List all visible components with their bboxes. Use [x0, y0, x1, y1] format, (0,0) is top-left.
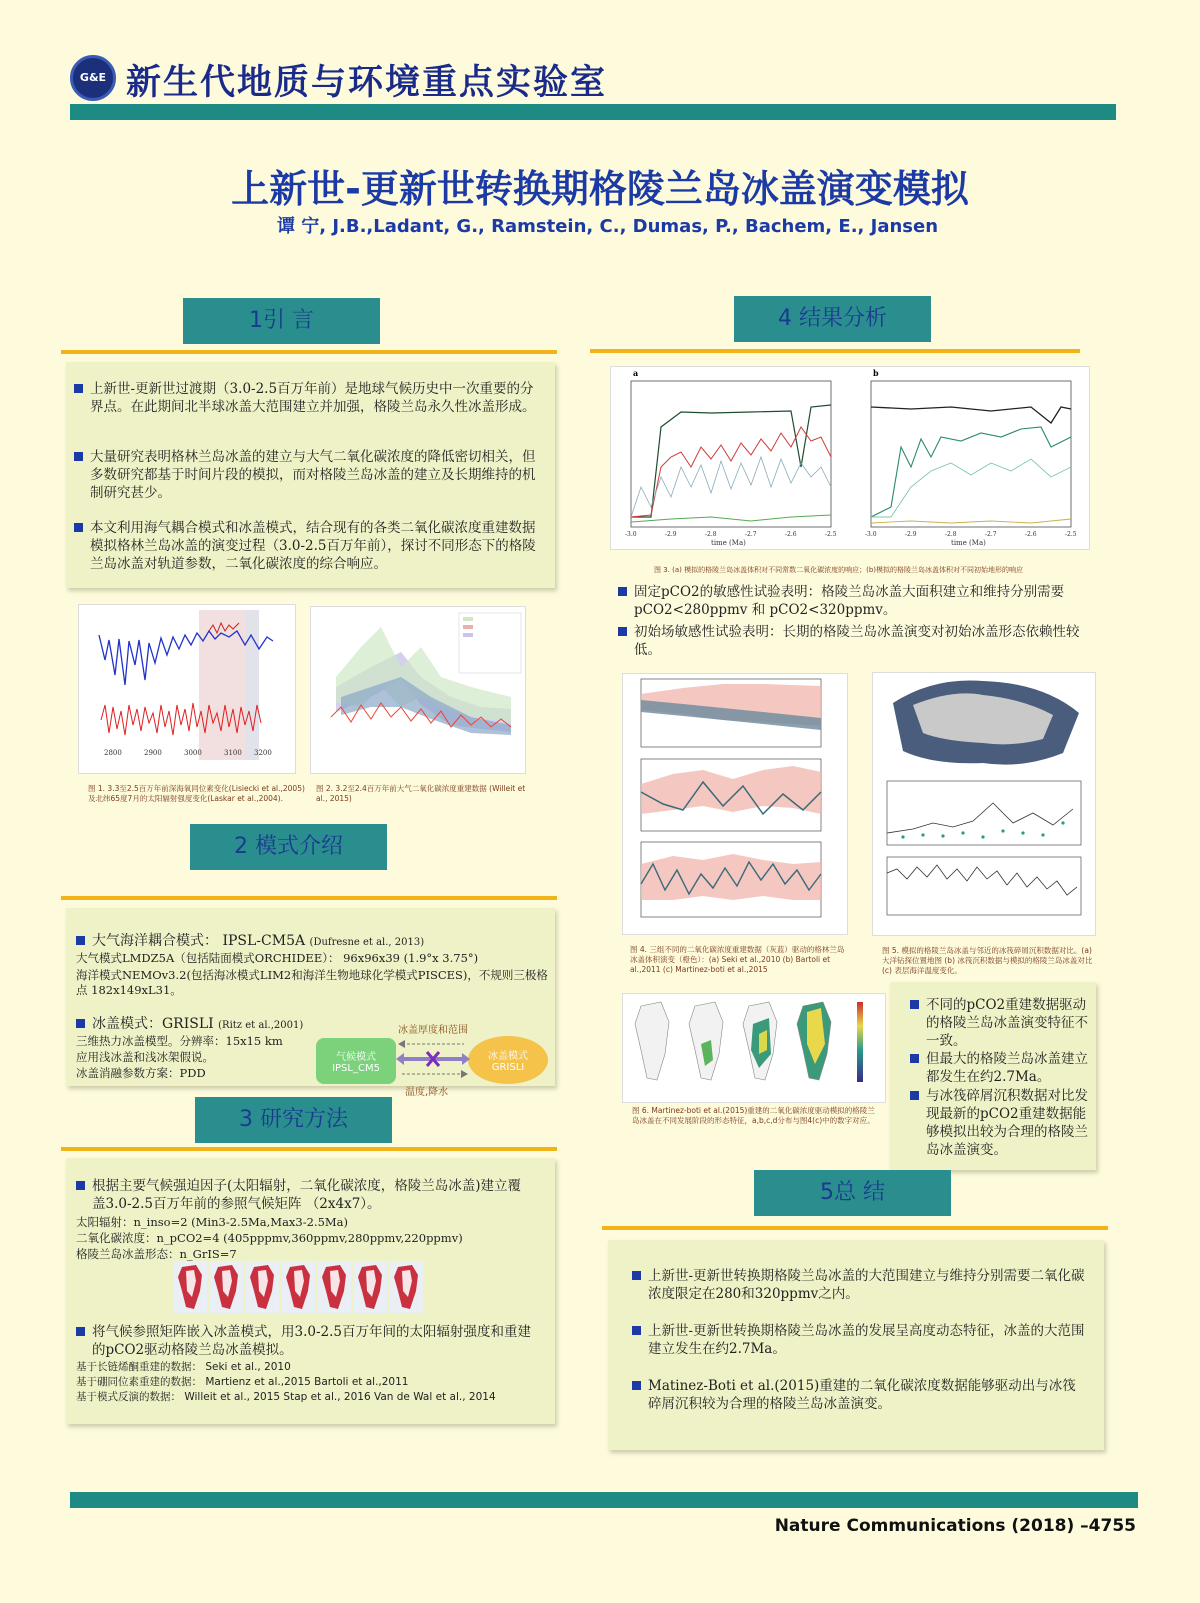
ice-title: 冰盖模式：GRISLI (Ritz et al.,2001): [92, 1015, 322, 1035]
intro-bullet-1: 上新世-更新世过渡期（3.0-2.5百万年前）是地球气候历史中一次重要的分界点。在此期间北半球冰盖大范围建立并加强，格陵兰岛永久性冰盖形成。: [90, 380, 540, 416]
ice-line-3: 冰盖消融参数方案：PDD: [76, 1066, 206, 1080]
method-bullet-1: 根据主要气候强迫因子(太阳辐射，二氧化碳浓度，格陵兰岛冰盖)建立覆盖3.0-2.5百万年前的参照气候矩阵 （2x4x7）。: [92, 1177, 532, 1213]
coupling-arrows: [396, 1036, 470, 1082]
intro-bullet-2: 大量研究表明格林兰岛冰盖的建立与大气二氧化碳浓度的降低密切相关，但多数研究都基于时间片段的模拟，而对格陵兰岛冰盖的建立及长期维持的机制研究甚少。: [90, 448, 540, 502]
method-ref-2: 基于硼同位素重建的数据： Martienz et al.,2015 Bartoli et al.,2011: [76, 1376, 409, 1388]
divider: [602, 1226, 1108, 1230]
divider: [590, 349, 1080, 353]
fig3-panel-a: a: [633, 368, 639, 378]
diagram-bottom-label: 温度,降水: [405, 1087, 449, 1098]
fig3-xtick: -3.0: [625, 531, 637, 538]
section-heading-summary: 5总 结: [754, 1170, 951, 1216]
fig3-xtick: -2.6: [1025, 531, 1037, 538]
figure-2: [310, 606, 526, 774]
summary-bullet-1: 上新世-更新世转换期格陵兰岛冰盖的大范围建立与维持分别需要二氧化碳浓度限定在280和320ppmv之内。: [648, 1267, 1088, 1303]
authors: 谭 宁, J.B.,Ladant, G., Ramstein, C., Dumas, P., Bachem, E., Jansen: [276, 216, 939, 237]
figure-5: [872, 672, 1096, 936]
figure-6: [622, 993, 886, 1103]
lab-name: 新生代地质与环境重点实验室: [126, 62, 608, 103]
summary-bullet-2: 上新世-更新世转换期格陵兰岛冰盖的发展呈高度动态特征，冰盖的大范围建立发生在约2.7Ma。: [648, 1322, 1088, 1358]
figure-5-caption: 图 5. 模拟的格陵兰岛冰盖与邻近的冰筏碎屑沉积数据对比。(a) 大洋钻探位置地图 (b) 冰筏沉积数据与模拟的格陵兰岛冰盖对比 (c) 表层海洋温度变化。: [882, 946, 1093, 975]
side-bullet-2: 但最大的格陵兰岛冰盖建立都发生在约2.7Ma。: [926, 1050, 1094, 1086]
climate-model-box: 气候模式 IPSL_CM5: [316, 1038, 396, 1084]
figure-2-caption: 图 2. 3.2至2.4百万年前大气二氧化碳浓度重建数据 (Willeit et al., 2015): [316, 784, 526, 803]
fig3-xlabel-a: time (Ma): [711, 539, 746, 547]
method-line-3: 格陵兰岛冰盖形态：n_GrIS=7: [76, 1247, 237, 1261]
aogcm-title: 大气海洋耦合模式： IPSL-CM5A (Dufresne et al., 2013): [92, 932, 542, 952]
results-bullet-2: 初始场敏感性试验表明：长期的格陵兰岛冰盖演变对初始冰盖形态依赖性较低。: [634, 623, 1094, 659]
method-bullet-2: 将气候参照矩阵嵌入冰盖模式，用3.0-2.5百万年间的太阳辐射强度和重建的pCO2驱动格陵兰岛冰盖模拟。: [92, 1323, 532, 1359]
summary-bullet-3: Matinez-Boti et al.(2015)重建的二氧化碳浓度数据能够驱动出与冰筏碎屑沉积较为合理的格陵兰岛冰盖演变。: [648, 1377, 1088, 1413]
poster-title: 上新世-更新世转换期格陵兰岛冰盖演变模拟: [231, 167, 969, 211]
svg-text:3200: 3200: [254, 749, 272, 757]
fig3-xtick: -3.0: [865, 531, 877, 538]
intro-bullet-3: 本文利用海气耦合模式和冰盖模式，结合现有的各类二氧化碳浓度重建数据模拟格林兰岛冰盖的演变过程（3.0-2.5百万年前），探讨不同形态下的格陵兰岛冰盖对轨道参数，二氧化碳浓度的综合响应。: [90, 519, 545, 573]
footer-bar: [70, 1492, 1138, 1508]
fig3-xtick: -2.5: [1065, 531, 1077, 538]
fig3-xtick: -2.8: [945, 531, 957, 538]
figure-4-caption: 图 4. 三组不同的二氧化碳浓度重建数据（灰蓝）驱动的格林兰岛冰盖体积演变（橙色）：(a) Seki et al.,2010 (b) Bartoli et al.,2011 (c) Martinez-boti et al.,2015: [630, 945, 845, 974]
section-heading-model: 2 模式介绍: [190, 824, 387, 870]
divider: [61, 896, 557, 900]
method-line-1: 太阳辐射：n_inso=2 (Min3-2.5Ma,Max3-2.5Ma): [76, 1215, 349, 1229]
greenland-strip: [174, 1261, 426, 1315]
fig3-xlabel-b: time (Ma): [951, 539, 986, 547]
method-ref-1: 基于长链烯酮重建的数据： Seki et al., 2010: [76, 1361, 291, 1373]
section-heading-results: 4 结果分析: [734, 296, 931, 342]
figure-1-caption: 图 1. 3.3至2.5百万年前深海氧同位素变化(Lisiecki et al.,2005)及北纬65度7月的太阳辐射强度变化(Laskar et al.,2004).: [88, 784, 305, 803]
aogcm-line-1: 大气模式LMDZ5A（包括陆面模式ORCHIDEE）： 96x96x39 (1.9°x 3.75°): [76, 951, 479, 965]
svg-text:2800: 2800: [104, 749, 122, 757]
fig3-xtick: -2.9: [905, 531, 917, 538]
method-ref-3: 基于模式反演的数据： Willeit et al., 2015 Stap et al., 2016 Van de Wal et al., 2014: [76, 1391, 496, 1403]
results-bullet-1: 固定pCO2的敏感性试验表明：格陵兰岛冰盖大面积建立和维持分别需要pCO2<280ppmv 和 pCO2<320ppmv。: [634, 583, 1094, 619]
figure-3: [610, 366, 1090, 550]
svg-text:3100: 3100: [224, 749, 242, 757]
fig3-xtick: -2.8: [705, 531, 717, 538]
ice-line-2: 应用浅冰盖和浅冰架假说。: [76, 1050, 214, 1064]
fig3-xticks-b: [865, 531, 1077, 538]
fig3-xtick: -2.9: [665, 531, 677, 538]
divider: [61, 350, 557, 354]
fig3-panel-b: b: [873, 368, 879, 378]
fig3-xtick: -2.7: [745, 531, 757, 538]
figure-6-caption: 图 6. Martinez-boti et al.(2015)重建的二氧化碳浓度驱动模拟的格陵兰岛冰盖在不同发展阶段的形态特征，a,b,c,d分布与图4(c)中的数字对应。: [632, 1106, 875, 1125]
fig3-xtick: -2.6: [785, 531, 797, 538]
side-bullet-3: 与冰筏碎屑沉积数据对比发现最新的pCO2重建数据能够模拟出较为合理的格陵兰岛冰盖演变。: [926, 1087, 1094, 1159]
lab-logo: [70, 55, 116, 101]
divider: [61, 1147, 557, 1151]
aogcm-line-2: 海洋模式NEMOv3.2(包括海冰模式LIM2和海洋生物地球化学模式PISCES)，不规则三极格点 182x149xL31。: [76, 968, 548, 997]
ice-ref: (Ritz et al.,2001): [218, 1020, 304, 1031]
figure-4: [622, 673, 848, 935]
header-bar: [70, 104, 1116, 120]
aogcm-ref: (Dufresne et al., 2013): [309, 937, 425, 948]
fig3-xtick: -2.7: [985, 531, 997, 538]
logo-text: G&E: [79, 71, 107, 84]
citation: Nature Communications (2018) –4755: [774, 1516, 1136, 1536]
fig3-xticks-a: [625, 531, 837, 538]
figure-1: [78, 604, 296, 774]
method-line-2: 二氧化碳浓度：n_pCO2=4 (405pppmv,360ppmv,280ppmv,220ppmv): [76, 1231, 463, 1245]
section-heading-intro: 1引 言: [183, 298, 380, 344]
side-bullet-1: 不同的pCO2重建数据驱动的格陵兰岛冰盖演变特征不一致。: [926, 996, 1094, 1050]
figure-3-caption: 图 3. (a) 模拟的格陵兰岛冰盖体积对不同常数二氧化碳浓度的响应；(b)模拟的格陵兰岛冰盖体积对不同初始地形的响应: [654, 566, 1024, 574]
svg-text:3000: 3000: [184, 749, 202, 757]
diagram-top-label: 冰盖厚度和范围: [398, 1025, 468, 1036]
svg-text:2900: 2900: [144, 749, 162, 757]
fig3-xtick: -2.5: [825, 531, 837, 538]
ice-line-1: 三维热力冰盖模型。分辨率：15x15 km: [76, 1034, 283, 1048]
section-heading-method: 3 研究方法: [195, 1097, 392, 1143]
ice-model-box: 冰盖模式 GRISLI: [468, 1036, 548, 1084]
